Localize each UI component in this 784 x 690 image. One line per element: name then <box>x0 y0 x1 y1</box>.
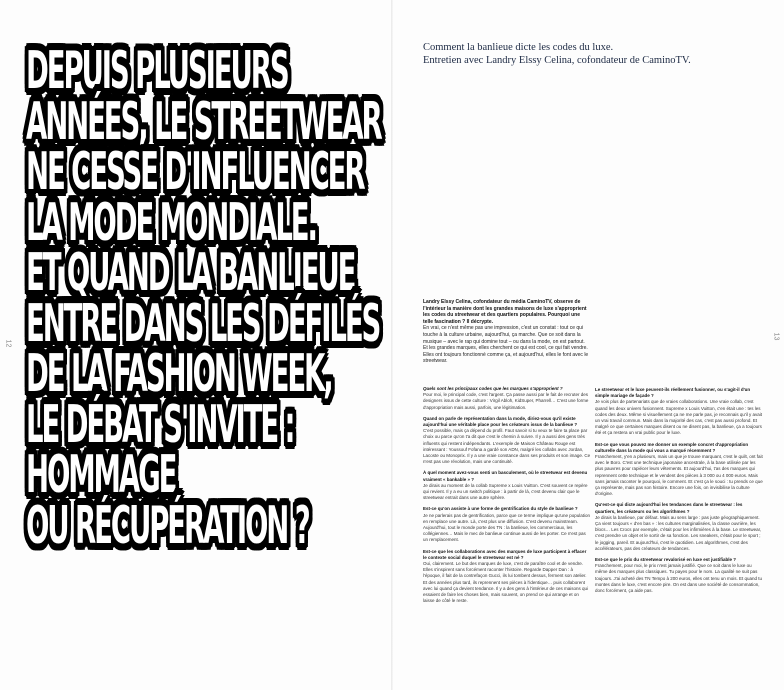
headline-line: ET QUAND LA BANLIEUE <box>26 243 355 303</box>
interview-question: Est-ce que les collaborations avec des marques de luxe participent à effacer le contexte social duquel le streetwear est né ? <box>423 548 587 560</box>
interview-question: À quel moment avez-vous senti un basculement, où le streetwear est devenu vraiment « bankable » ? <box>423 470 588 482</box>
headline-line: HOMMAGE <box>26 445 176 505</box>
interview-answer: Je dirais la banlieue, par défaut. Mais au sens large : pas juste géographiquement. Ça vient toujours « d'en bas » : les cultures marginalisées, la classe ouvrière, les blocs… Les Crocs par exemple, c'était pour les infirmières à la base. Le streetwear, c'est prendre un objet et le sortir de sa fonction. Les sneakers, c'était pour le sport ; le jogging, pareil. Et aujourd'hui, c'est le quotidien. Les algorithmes, c'est des accélérateurs, pas des créateurs de tendances. <box>595 514 762 551</box>
article-title <box>423 41 763 67</box>
interview-question: Quels sont les principaux codes que les marques s'approprient ? <box>423 386 563 391</box>
intro-body: En vrai, ce n'est même pas une impression, c'est un constat : tout ce qui touche à la culture urbaine, aujourd'hui, ça marche. Que ce soit dans la musique – avec le rap qui domine tout – ou dans la mode, on est partout. Et les grandes marques, elles cherchent ce qui est cool, ce qui fait vendre. Elles ont toujours fonctionné comme ça, et aujourd'hui, elles le font avec le streetwear. <box>423 325 589 365</box>
headline-line: OU RÉCUPÉRATION ? <box>26 495 309 556</box>
page-number-right: 13 <box>772 332 780 341</box>
headline <box>26 41 392 556</box>
article-title-line: Comment la banlieue dicte les codes du luxe. <box>423 42 614 53</box>
article-subtitle: Entretien avec Landry Elssy Celina, cofondateur de CaminoTV. <box>423 55 691 66</box>
interview-answer: Oui, clairement. Le but des marques de luxe, c'est de paraître cool et de vendre. Elles s'inspirent sans forcément raconter l'histoire. Regarde Dapper Dan : à l'époque, il fait de la contrefaçon Gucci, ils lui tombent dessus, ferment son atelier. Et des années plus tard, ils reprennent ses pièces à l'identique… puis collaborent avec lui quand ça devient tendance. Il y a des gens à l'intérieur de ces maisons qui essaient de faire les choses bien, mais souvent, on prend ce qui arrange et on laisse de côté le reste. <box>423 561 588 604</box>
interview-answer: Je vois plus de partenariats que de vraies collaborations. Une vraie collab, c'est quand les deux univers fusionnent. Supreme x Louis Vuitton, c'en était une : tes les codes des deux. Même si visuellement ça ne me parle pas, je reconnais qu'il y avait un vrai travail commun. Mais dans la majorité des cas, c'est pas aussi profond. Et malgré ce que certaines marques disent ou ne disent pas, la banlieue, ça a toujours été et ça restera un vrai public pour le luxe. <box>595 399 762 436</box>
headline-line: LE DÉBAT S'INVITE : <box>26 394 294 455</box>
interview-question: Est-ce qu'on assiste à une forme de gentrification du style de banlieue ? <box>423 506 578 512</box>
article-intro <box>423 299 589 365</box>
interview-answer: Pour moi, le principal code, c'est l'argent. Ça passe aussi par le fait de recruter des designers issus de cette culture : Virgil Abloh, KidSuper, Pharrell… C'est une forme d'appropriation mais aussi, parfois, une légitimation. <box>423 392 589 410</box>
headline-line: ENTRE DANS LES DÉFILÉS <box>26 293 380 354</box>
headline-line: DE LA FASHION WEEK, <box>26 344 332 404</box>
interview-answer: C'est possible, mais ça dépend du profil. Faut savoir si tu veux te faire ta place par choix ou parce qu'on t'a dit que c'est le chemin à suivre. Il y a aussi des gens très influents qui restent indépendants. L'exemple de Maison Château Rouge est intéressant : Youssouf Fofana a gardé son ADN, malgré les collabs avec Jordan, Lacoste ou Monoprix. Il y a une vraie constance dans ses produits et son image. Ce n'est pas une révolution, mais une continuité. <box>423 428 591 465</box>
interview-answer: Je dirais au moment de la collab Supreme x Louis Vuitton. C'est souvent ce repère qui revient. Il y a eu un switch politique : à partir de là, c'est devenu clair que le streetwear entrait dans une autre sphère. <box>423 482 588 501</box>
intro-lead: Landry Elssy Celina, cofondateur du média CaminoTV, observe de l'intérieur la manière dont les grandes maisons de luxe s'approprient les codes du streetwear et des quartiers populaires. Pourquoi une telle fascination ? Il décrypte. <box>423 299 587 325</box>
interview-question: Quand on parle de représentation dans la mode, diriez-vous qu'il existe aujourd'hui une véritable place pour les créateurs issus de la banlieue ? <box>423 415 578 428</box>
interview-column-right <box>595 387 763 594</box>
headline-line: LA MODE MONDIALE. <box>26 192 316 253</box>
interview-question: Est-ce que le prix du streetwear revalorisé en luxe est justifiable ? <box>595 557 737 563</box>
interview-answer: Franchement, pour moi, le prix n'est jamais justifié. Que ce soit dans le luxe ou même des marques plus classiques. Tu payes pour le nom. La qualité ne suit pas toujours. J'ai acheté des TN Tempo à 200 euros, elles ont tenu un mois. Et quand tu montes dans le luxe, c'est encore pire. On est dans une société de consommation, donc forcément, ça aide pas. <box>595 563 763 594</box>
page-number-left: 12 <box>4 339 12 348</box>
interview-question: Qu'est-ce qui dicte aujourd'hui les tendances dans le streetwear : les quartiers, les créateurs ou les algorithmes ? <box>595 502 743 514</box>
interview-answer: Franchement, y'en a plusieurs, mais un que je trouve marquant, c'est le quilt, ont fait avec le Boro. C'est une technique japonaise ancestrale, à la base utilisée par les plus pauvres pour rapiécer leurs vêtements. Et aujourd'hui, t'as des marques qui reprennent cette technique et le vendent des pièces à 3 000 ou 4 000 euros. Mais sans jamais raconter le pourquoi, le comment. Et c'est ça le souci : tu prends ce que ça représente, mais pas son histoire. Encore une fois, on invisibilise la culture d'origine. <box>595 454 763 497</box>
headline-line: DEPUIS PLUSIEURS <box>26 41 288 101</box>
interview-column-left <box>423 386 591 605</box>
headline-line: ANNÉES, LE STREETWEAR <box>26 91 381 152</box>
headline-line: NE CESSE D'INFLUENCER <box>26 142 364 202</box>
interview-question: Le streetwear et le luxe peuvent-ils réellement fusionner, ou s'agit-il d'un simple mariage de façade ? <box>595 387 751 399</box>
interview-question: Est-ce que vous pouvez me donner un exemple concret d'appropriation culturelle dans la mode qui vous a marqué récemment ? <box>595 441 749 453</box>
interview-answer: Je ne parlerais pas de gentrification, parce que ce terme implique qu'une population en remplace une autre. Là, c'est plus une diffusion. C'est devenu mainstream. Aujourd'hui, tout le monde porte des TN : la banlieue, les commerciaux, les collégiennes… Mais le mec de banlieue continue aussi de les porter. Ce n'est pas un remplacement. <box>423 512 590 543</box>
